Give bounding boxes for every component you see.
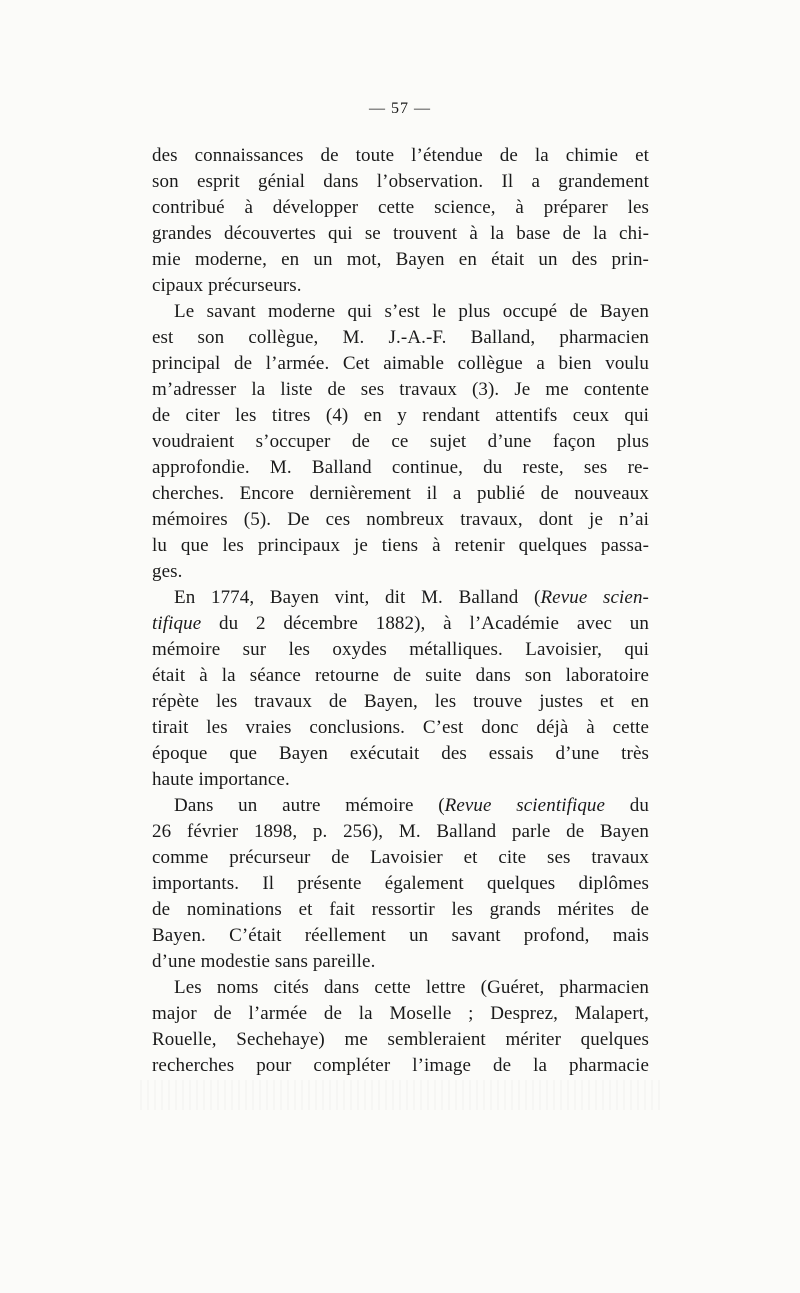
- text-line: major de l’armée de la Moselle ; Desprez, Malapert,: [152, 1003, 649, 1024]
- text-line: approfondie. M. Balland continue, du reste, ses re-: [152, 457, 649, 478]
- text-line: Bayen. C’était réellement un savant profond, mais: [152, 925, 649, 946]
- text-line: répète les travaux de Bayen, les trouve justes et en: [152, 691, 649, 712]
- text-line: haute importance.: [152, 769, 290, 790]
- scan-noise: [140, 1080, 660, 1110]
- text-line: des connaissances de toute l’étendue de la chimie et: [152, 145, 649, 166]
- text-line: tifique du 2 décembre 1882), à l’Académie avec un: [152, 613, 649, 634]
- text-line: était à la séance retourne de suite dans son laboratoire: [152, 665, 649, 686]
- text-line: Le savant moderne qui s’est le plus occupé de Bayen: [174, 301, 649, 322]
- text-line: ges.: [152, 561, 183, 582]
- text-line: d’une modestie sans pareille.: [152, 951, 376, 972]
- text-line: tirait les vraies conclusions. C’est donc déjà à cette: [152, 717, 649, 738]
- text-line: son esprit génial dans l’observation. Il a grandement: [152, 171, 649, 192]
- body-text: [152, 143, 649, 1079]
- text-line: principal de l’armée. Cet aimable collègue a bien voulu: [152, 353, 649, 374]
- text-line: m’adresser la liste de ses travaux (3). Je me contente: [152, 379, 649, 400]
- text-line: voudraient s’occuper de ce sujet d’une façon plus: [152, 431, 649, 452]
- text-line: En 1774, Bayen vint, dit M. Balland (Revue scien-: [174, 587, 649, 608]
- text-line: cipaux précurseurs.: [152, 275, 302, 296]
- text-line: époque que Bayen exécutait des essais d’une très: [152, 743, 649, 764]
- text-line: Dans un autre mémoire (Revue scientifique du: [174, 795, 649, 816]
- text-line: mémoires (5). De ces nombreux travaux, dont je n’ai: [152, 509, 649, 530]
- text-line: de nominations et fait ressortir les grands mérites de: [152, 899, 649, 920]
- page-number: — 57 —: [369, 100, 431, 117]
- text-line: Les noms cités dans cette lettre (Guéret, pharmacien: [174, 977, 649, 998]
- text-line: lu que les principaux je tiens à retenir quelques passa-: [152, 535, 649, 556]
- text-line: de citer les titres (4) en y rendant attentifs ceux qui: [152, 405, 649, 426]
- text-line: contribué à développer cette science, à préparer les: [152, 197, 649, 218]
- text-line: importants. Il présente également quelques diplômes: [152, 873, 649, 894]
- text-line: mémoire sur les oxydes métalliques. Lavoisier, qui: [152, 639, 649, 660]
- text-line: est son collègue, M. J.-A.-F. Balland, pharmacien: [152, 327, 649, 348]
- text-line: Rouelle, Sechehaye) me sembleraient mériter quelques: [152, 1029, 649, 1050]
- text-line: mie moderne, en un mot, Bayen en était un des prin-: [152, 249, 649, 270]
- text-line: recherches pour compléter l’image de la pharmacie: [152, 1055, 649, 1076]
- text-line: cherches. Encore dernièrement il a publié de nouveaux: [152, 483, 649, 504]
- text-line: grandes découvertes qui se trouvent à la base de la chi-: [152, 223, 649, 244]
- text-line: comme précurseur de Lavoisier et cite ses travaux: [152, 847, 649, 868]
- text-line: 26 février 1898, p. 256), M. Balland parle de Bayen: [152, 821, 649, 842]
